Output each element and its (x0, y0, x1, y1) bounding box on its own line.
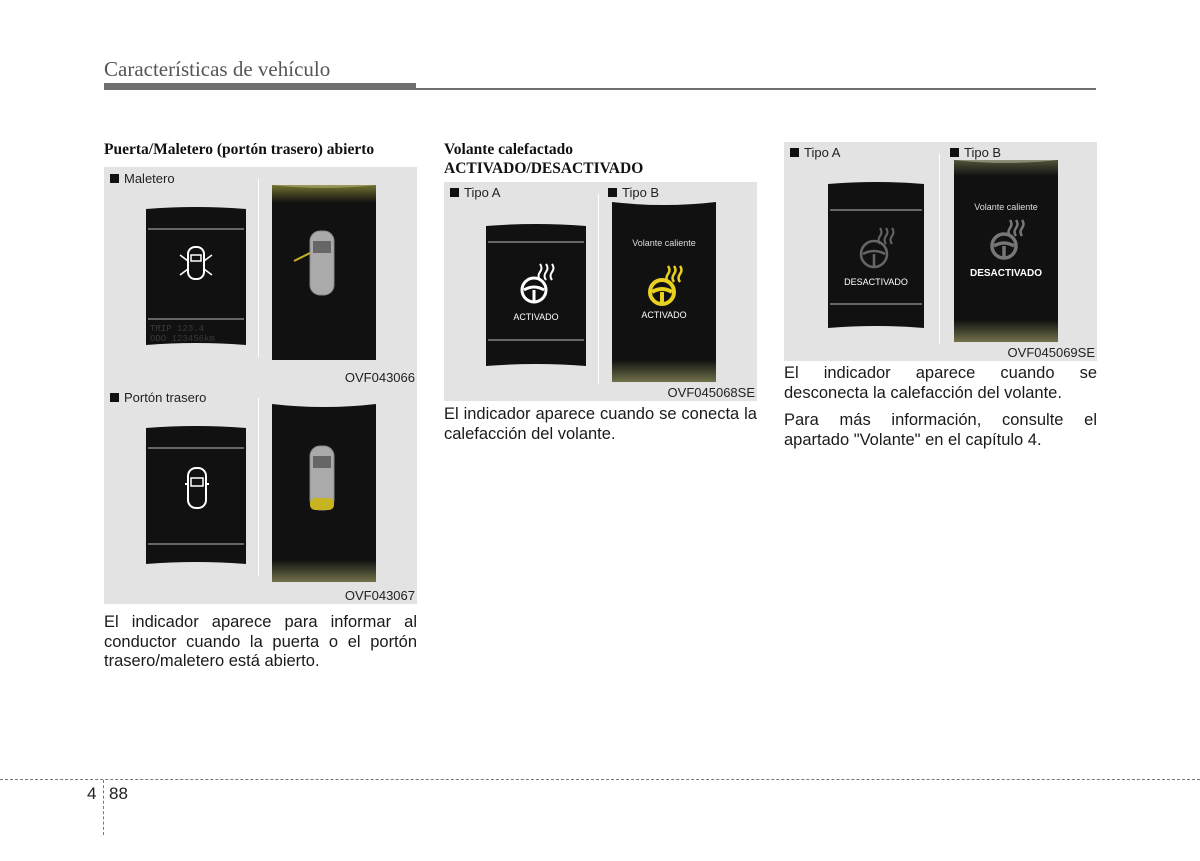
cluster-display-graphic (824, 182, 928, 330)
status-text-type-b: DESACTIVADO (969, 268, 1043, 279)
odometer-text: TRIP 123.4 ODO 123456km (150, 324, 215, 344)
figure-heated-wheel-off (784, 142, 1097, 361)
cluster-display-graphic-b (952, 160, 1060, 342)
heated-wheel-on-description: El indicador aparece cuando se conecta la calefacción del volante. (444, 405, 757, 443)
figure-divider (258, 398, 259, 576)
figure-label-type-a: Tipo A (790, 145, 840, 160)
cluster-panel-type-a (824, 182, 928, 330)
cluster-display-graphic (142, 426, 250, 566)
figure-heated-wheel-on (444, 182, 757, 401)
figure-code-tailgate: OVF043067 (344, 588, 415, 603)
figure-code-heated-on: OVF045068SE (667, 385, 755, 400)
figure-tailgate (104, 388, 417, 604)
heated-wheel-heading-line2: ACTIVADO/DESACTIVADO (444, 160, 644, 177)
cluster-panel-type-a (482, 224, 590, 368)
page-number: 88 (109, 784, 128, 803)
title-text-type-b: Volante caliente (632, 238, 696, 248)
cluster-display-graphic (482, 224, 590, 368)
door-open-heading: Puerta/Maletero (portón trasero) abierto (104, 141, 375, 158)
status-text-type-a: DESACTIVADO (844, 277, 908, 287)
status-text-type-b: ACTIVADO (641, 310, 687, 320)
heated-wheel-heading (444, 140, 764, 178)
figure-divider (598, 194, 599, 384)
cluster-panel-type-b (610, 202, 718, 382)
status-text-type-a: ACTIVADO (513, 312, 559, 322)
figure-label-trunk: Maletero (110, 171, 175, 186)
figure-label-tailgate: Portón trasero (110, 390, 206, 405)
figure-label-type-b: Tipo B (608, 185, 659, 200)
cluster-display-graphic-b (270, 404, 378, 582)
header-rule-thin (416, 88, 1096, 90)
car-tailgate-open-icon (310, 446, 334, 510)
figure-label-type-b: Tipo B (950, 145, 1001, 160)
cluster-display-graphic-b (270, 185, 378, 360)
figure-trunk (104, 167, 417, 388)
footer-dashed-rule (0, 779, 1200, 780)
cluster-panel-type-a (142, 426, 250, 566)
cluster-panel-type-b (952, 160, 1060, 342)
cluster-panel-type-b (270, 185, 378, 360)
figure-code-heated-off: OVF045069SE (1007, 345, 1095, 360)
chapter-number: 4 (87, 784, 97, 803)
figure-code-trunk: OVF043066 (344, 370, 415, 385)
title-text-type-b: Volante caliente (974, 202, 1038, 212)
figure-divider (939, 154, 940, 344)
figure-label-type-a: Tipo A (450, 185, 500, 200)
cluster-panel-type-a (142, 207, 250, 347)
heated-wheel-reference-note: Para más información, consulte el apartado "Volante" en el capítulo 4. (784, 411, 1097, 449)
page-header-title: Características de vehículo (104, 57, 331, 81)
figure-divider (258, 179, 259, 357)
footer-vertical-rule (103, 780, 104, 835)
cluster-panel-type-b (270, 404, 378, 582)
cluster-display-graphic-b (610, 202, 718, 382)
header-rule-thick (104, 83, 416, 90)
heated-wheel-heading-line1: Volante calefactado (444, 141, 574, 158)
door-open-description: El indicador aparece para informar al conductor cuando la puerta o el portón trasero/maletero está abierto. (104, 613, 417, 670)
heated-wheel-off-description: El indicador aparece cuando se desconecta la calefacción del volante. (784, 364, 1097, 402)
